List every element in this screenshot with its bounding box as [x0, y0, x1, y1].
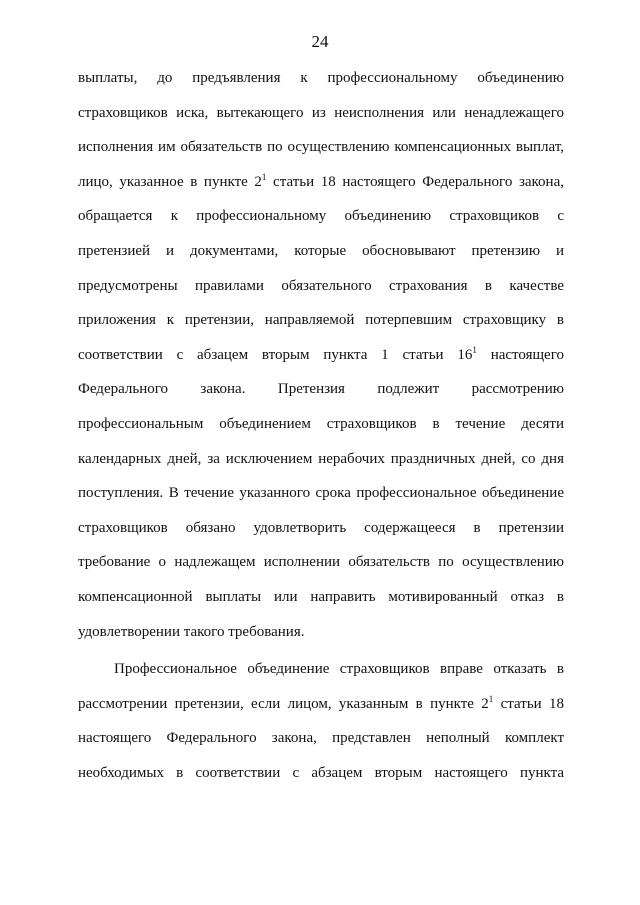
text-segment: профессиональным объединением страховщиков в течение десяти	[78, 415, 564, 432]
text-line	[78, 309, 564, 344]
text-line	[78, 67, 564, 102]
text-line	[78, 240, 564, 275]
text-line	[78, 658, 564, 693]
text-segment: выплаты, до предъявления к профессиональному объединению	[78, 70, 564, 86]
text-line	[78, 275, 564, 310]
text-segment: удовлетворении такого требования.	[78, 623, 305, 640]
text-line	[78, 136, 564, 171]
text-segment: рассмотрении претензии, если лицом, указанным в пункте 2	[78, 695, 489, 712]
text-segment: статьи 18 настоящего Федерального закона,	[266, 173, 564, 190]
text-segment: календарных дней, за исключением нерабочих праздничных дней, со дня	[78, 450, 564, 467]
text-segment: настоящего	[476, 346, 564, 363]
text-line	[78, 482, 564, 517]
text-line	[78, 693, 564, 728]
text-segment: страховщиков иска, вытекающего из неисполнения или ненадлежащего	[78, 104, 564, 121]
text-segment: Федерального закона. Претензия подлежит рассмотрению	[78, 381, 564, 398]
text-line	[78, 344, 564, 379]
text-segment: настоящего Федерального закона, представлен неполный комплект	[78, 730, 564, 747]
text-segment: необходимых в соответствии с абзацем вторым настоящего пункта	[78, 764, 564, 781]
page-number: 24	[311, 32, 329, 51]
text-segment: компенсационной выплаты или направить мотивированный отказ в	[78, 588, 564, 605]
paragraph-2	[78, 658, 564, 796]
text-line	[78, 205, 564, 240]
text-segment: приложения к претензии, направляемой потерпевшим страховщику в	[78, 312, 564, 329]
text-segment: статьи 18	[493, 695, 565, 712]
text-segment: претензией и документами, которые обосновывают претензию и	[78, 242, 564, 259]
text-segment: исполнения им обязательств по осуществлению компенсационных выплат,	[78, 139, 564, 156]
text-line	[78, 551, 564, 586]
superscript: 1	[261, 171, 267, 182]
text-line	[78, 586, 564, 621]
text-segment: лицо, указанное в пункте 2	[78, 173, 262, 190]
text-segment: требование о надлежащем исполнении обязательств по осуществлению	[78, 554, 564, 571]
text-line	[78, 727, 564, 762]
text-segment: Профессиональное объединение страховщиков вправе отказать в	[114, 661, 564, 677]
paragraph-1	[78, 67, 564, 655]
text-line	[78, 621, 564, 656]
text-segment: обращается к профессиональному объединению страховщиков с	[78, 208, 564, 225]
superscript: 1	[472, 344, 477, 355]
text-segment: страховщиков обязано удовлетворить содержащееся в претензии	[78, 519, 564, 536]
text-line	[78, 171, 564, 206]
text-segment: предусмотрены правилами обязательного страхования в качестве	[78, 277, 564, 294]
text-line	[78, 448, 564, 483]
text-line	[78, 378, 564, 413]
text-segment: поступления. В течение указанного срока профессиональное объединение	[78, 485, 564, 502]
text-line	[78, 517, 564, 552]
text-line	[78, 413, 564, 448]
superscript: 1	[488, 693, 494, 704]
text-line	[78, 762, 564, 797]
text-segment: соответствии с абзацем вторым пункта 1 статьи 16	[78, 346, 473, 363]
text-line	[78, 102, 564, 137]
